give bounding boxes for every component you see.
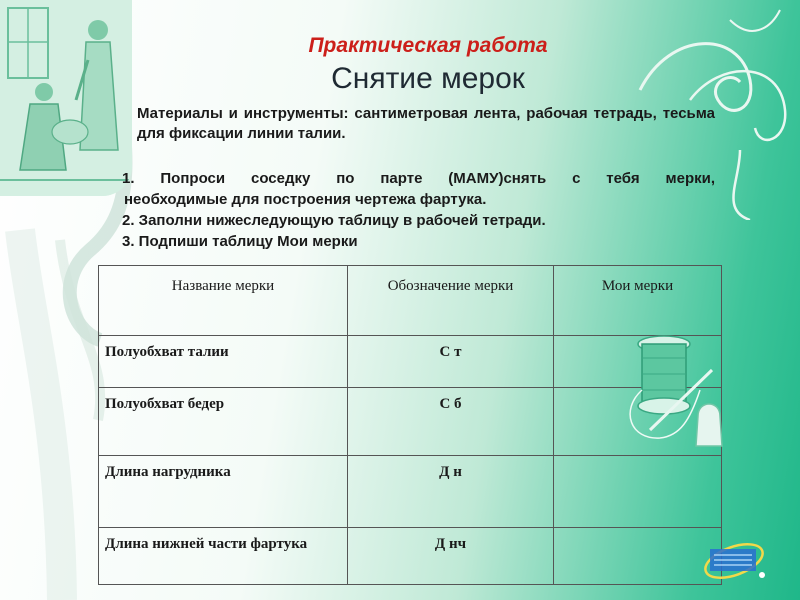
measure-mine[interactable]	[554, 528, 722, 585]
table-header-row	[99, 266, 722, 336]
step-2: 2. Заполни нижеследующую таблицу в рабочей тетради.	[122, 212, 546, 229]
header-my-measures: Мои мерки	[554, 266, 722, 336]
school-logo-icon	[700, 535, 770, 585]
measure-name: Длина нагрудника	[99, 456, 348, 528]
materials-text: Материалы и инструменты: сантиметровая лента, рабочая тетрадь, тесьма для фиксации линии талии.	[137, 105, 715, 142]
measure-mine[interactable]	[554, 456, 722, 528]
measure-name: Полуобхват бедер	[99, 388, 348, 456]
measure-name: Полуобхват талии	[99, 336, 348, 388]
measure-code: С т	[348, 336, 554, 388]
step-1-line-1: 1. Попроси соседку по парте (МАМУ)снять с тебя мерки,	[122, 170, 715, 187]
thread-spool-icon	[620, 330, 730, 450]
step-1-line-2: необходимые для построения чертежа фартука.	[124, 191, 487, 208]
measure-code: Д нч	[348, 528, 554, 585]
measure-code: Д н	[348, 456, 554, 528]
step-3: 3. Подпиши таблицу Мои мерки	[122, 233, 358, 250]
table-row	[99, 528, 722, 585]
page-title: Снятие мерок	[331, 62, 525, 95]
measure-code: С б	[348, 388, 554, 456]
header-measure-name: Название мерки	[99, 266, 348, 336]
header-measure-code: Обозначение мерки	[348, 266, 554, 336]
table-row	[99, 456, 722, 528]
steps-list	[122, 168, 715, 252]
measure-name: Длина нижней части фартука	[99, 528, 348, 585]
subtitle: Практическая работа	[308, 34, 548, 57]
vintage-illustration	[0, 0, 132, 196]
